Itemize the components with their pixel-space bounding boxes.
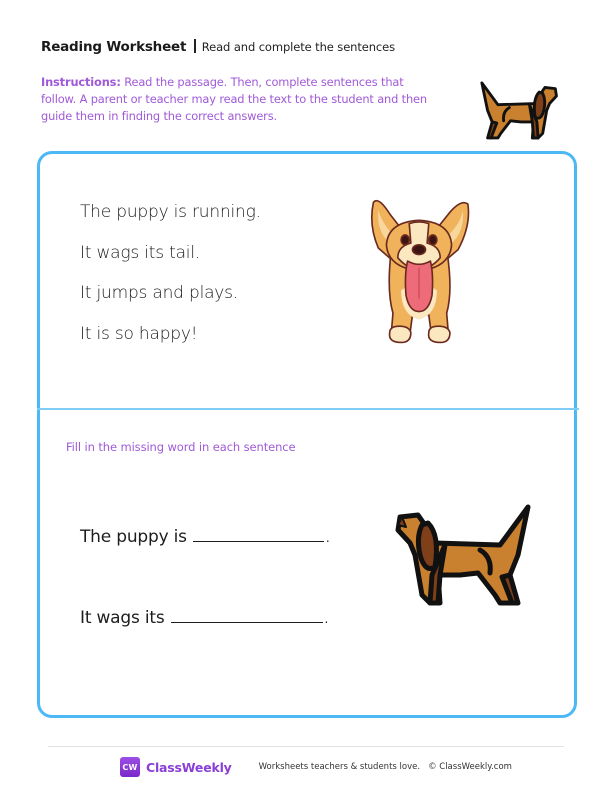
- passage-line: It is so happy!: [80, 323, 198, 344]
- passage-line: The puppy is running.: [80, 202, 261, 222]
- footer-copyright: © ClassWeekly.com: [428, 762, 512, 772]
- instructions-label: Instructions:: [41, 75, 121, 89]
- section-divider: [37, 408, 579, 410]
- fill-in-sentence-1: [80, 527, 329, 547]
- instructions-text: Read the passage. Then, complete sentences that follow. A parent or teacher may read the text to the student and then guide them in finding the correct answers.: [41, 75, 427, 123]
- classweekly-logo: CW: [120, 757, 140, 777]
- exercise-prompt: Fill in the missing word in each sentence: [66, 440, 296, 454]
- fill-in-sentence-2: [80, 608, 328, 628]
- answer-blank-2[interactable]: [171, 608, 323, 623]
- sentence-period: .: [324, 612, 329, 626]
- footer-tagline: Worksheets teachers & students love.: [258, 762, 421, 772]
- brown-dog-icon: [474, 76, 562, 142]
- passage-line: It jumps and plays.: [80, 283, 239, 303]
- corgi-puppy-illustration: [362, 192, 476, 348]
- brown-dog-icon: [390, 495, 540, 610]
- reading-passage: [80, 202, 261, 364]
- header-divider: [194, 39, 196, 53]
- worksheet-subtitle: Read and complete the sentences: [201, 40, 396, 54]
- instructions: [41, 74, 441, 125]
- footer-divider: [48, 746, 564, 747]
- worksheet-header: [41, 37, 395, 55]
- sentence-text: It wags its: [80, 608, 165, 628]
- answer-blank-1[interactable]: [193, 527, 324, 542]
- passage-line: It wags its tail.: [80, 242, 201, 263]
- worksheet-title: Reading Worksheet: [41, 39, 187, 55]
- brand-name: ClassWeekly: [146, 759, 232, 775]
- sentence-period: .: [325, 531, 330, 545]
- sentence-text: The puppy is: [80, 527, 187, 547]
- footer: [120, 757, 512, 777]
